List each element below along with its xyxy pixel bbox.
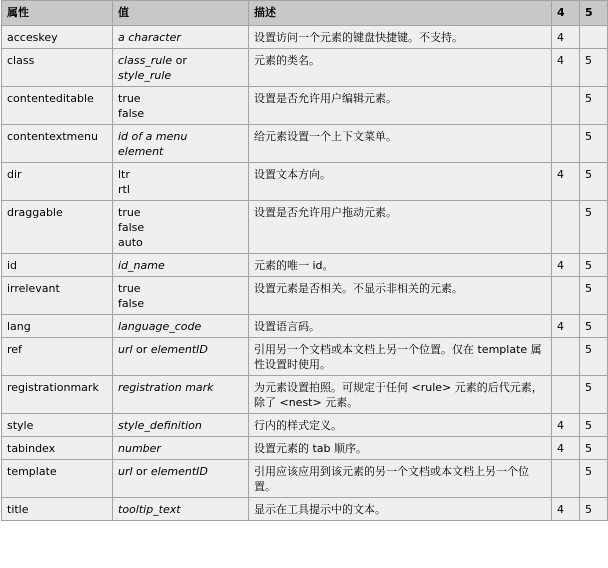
cell-value bbox=[113, 376, 249, 414]
cell-attribute: class bbox=[2, 49, 113, 87]
value-text: true bbox=[118, 282, 141, 295]
cell-attribute: irrelevant bbox=[2, 277, 113, 315]
table-row bbox=[2, 460, 608, 498]
table-row bbox=[2, 437, 608, 460]
value-line bbox=[118, 182, 243, 197]
cell-description: 设置是否允许用户编辑元素。 bbox=[249, 87, 552, 125]
cell-attribute: draggable bbox=[2, 201, 113, 254]
value-text: false bbox=[118, 221, 145, 234]
cell-description: 元素的类名。 bbox=[249, 49, 552, 87]
value-line bbox=[118, 319, 243, 334]
value-text: true bbox=[118, 92, 141, 105]
value-text: elementID bbox=[150, 465, 208, 478]
value-text: class_rule bbox=[118, 54, 173, 67]
cell-value bbox=[113, 498, 249, 521]
table-row bbox=[2, 414, 608, 437]
cell-html5: 5 bbox=[580, 437, 608, 460]
header-html4: 4 bbox=[552, 1, 580, 26]
cell-html4: 4 bbox=[552, 49, 580, 87]
value-line bbox=[118, 205, 243, 220]
cell-description: 设置语言码。 bbox=[249, 315, 552, 338]
cell-value bbox=[113, 437, 249, 460]
cell-attribute: ref bbox=[2, 338, 113, 376]
value-line bbox=[118, 68, 243, 83]
table-row bbox=[2, 277, 608, 315]
cell-html5: 5 bbox=[580, 498, 608, 521]
value-text: or bbox=[132, 465, 151, 478]
value-text: url bbox=[118, 343, 133, 356]
table-row bbox=[2, 338, 608, 376]
value-text: style_rule bbox=[118, 69, 172, 82]
table-row bbox=[2, 49, 608, 87]
header-value: 值 bbox=[113, 1, 249, 26]
cell-description: 为元素设置拍照。可规定于任何 <rule> 元素的后代元素，除了 <nest> 元素。 bbox=[249, 376, 552, 414]
cell-html5: 5 bbox=[580, 87, 608, 125]
value-text: style_definition bbox=[118, 419, 202, 432]
cell-description: 设置访问一个元素的键盘快捷键。不支持。 bbox=[249, 26, 552, 49]
cell-html5: 5 bbox=[580, 376, 608, 414]
cell-html4 bbox=[552, 125, 580, 163]
value-text: language_code bbox=[118, 320, 202, 333]
cell-html4: 4 bbox=[552, 414, 580, 437]
cell-value bbox=[113, 277, 249, 315]
cell-value bbox=[113, 26, 249, 49]
table-body bbox=[2, 26, 608, 521]
value-line bbox=[118, 418, 243, 433]
value-text: false bbox=[118, 107, 145, 120]
value-line bbox=[118, 258, 243, 273]
cell-attribute: registrationmark bbox=[2, 376, 113, 414]
cell-attribute: template bbox=[2, 460, 113, 498]
cell-value bbox=[113, 125, 249, 163]
cell-value bbox=[113, 163, 249, 201]
table-row bbox=[2, 26, 608, 49]
cell-html4 bbox=[552, 376, 580, 414]
header-row bbox=[2, 1, 608, 26]
cell-attribute: contentextmenu bbox=[2, 125, 113, 163]
cell-value bbox=[113, 254, 249, 277]
value-text: id of a menu bbox=[118, 130, 188, 143]
value-line bbox=[118, 464, 243, 479]
cell-html5: 5 bbox=[580, 338, 608, 376]
cell-attribute: id bbox=[2, 254, 113, 277]
cell-html5: 5 bbox=[580, 254, 608, 277]
cell-html5: 5 bbox=[580, 277, 608, 315]
table-row bbox=[2, 376, 608, 414]
value-text: auto bbox=[118, 236, 143, 249]
cell-value bbox=[113, 49, 249, 87]
value-line bbox=[118, 106, 243, 121]
cell-html4: 4 bbox=[552, 437, 580, 460]
cell-value bbox=[113, 338, 249, 376]
table-row bbox=[2, 163, 608, 201]
value-line bbox=[118, 129, 243, 144]
cell-description: 给元素设置一个上下文菜单。 bbox=[249, 125, 552, 163]
table-row bbox=[2, 315, 608, 338]
table-row bbox=[2, 201, 608, 254]
value-line bbox=[118, 281, 243, 296]
table-row bbox=[2, 498, 608, 521]
cell-attribute: style bbox=[2, 414, 113, 437]
attributes-table bbox=[1, 0, 608, 521]
cell-description: 引用应该应用到该元素的另一个文档或本文档上另一个位置。 bbox=[249, 460, 552, 498]
cell-description: 行内的样式定义。 bbox=[249, 414, 552, 437]
header-html5: 5 bbox=[580, 1, 608, 26]
cell-html4: 4 bbox=[552, 254, 580, 277]
cell-description: 设置元素的 tab 顺序。 bbox=[249, 437, 552, 460]
cell-html4: 4 bbox=[552, 498, 580, 521]
cell-html4: 4 bbox=[552, 315, 580, 338]
cell-html5: 5 bbox=[580, 49, 608, 87]
cell-html4: 4 bbox=[552, 26, 580, 49]
value-line bbox=[118, 144, 243, 159]
cell-html4 bbox=[552, 460, 580, 498]
value-line bbox=[118, 342, 243, 357]
value-text: false bbox=[118, 297, 145, 310]
table-row bbox=[2, 254, 608, 277]
cell-attribute: lang bbox=[2, 315, 113, 338]
cell-value bbox=[113, 315, 249, 338]
value-text: element bbox=[118, 145, 164, 158]
value-text: or bbox=[132, 343, 151, 356]
cell-html4: 4 bbox=[552, 163, 580, 201]
value-line bbox=[118, 441, 243, 456]
cell-description: 设置是否允许用户拖动元素。 bbox=[249, 201, 552, 254]
cell-html5: 5 bbox=[580, 125, 608, 163]
cell-attribute: tabindex bbox=[2, 437, 113, 460]
cell-attribute: title bbox=[2, 498, 113, 521]
value-line bbox=[118, 380, 243, 395]
value-line bbox=[118, 235, 243, 250]
cell-description: 显示在工具提示中的文本。 bbox=[249, 498, 552, 521]
value-line bbox=[118, 296, 243, 311]
cell-html4 bbox=[552, 277, 580, 315]
cell-attribute: acceskey bbox=[2, 26, 113, 49]
table-row bbox=[2, 125, 608, 163]
value-text: id_name bbox=[118, 259, 165, 272]
value-line bbox=[118, 91, 243, 106]
cell-html5: 5 bbox=[580, 163, 608, 201]
value-line bbox=[118, 167, 243, 182]
value-text: ltr bbox=[118, 168, 130, 181]
cell-value bbox=[113, 87, 249, 125]
value-text: rtl bbox=[118, 183, 130, 196]
cell-value bbox=[113, 414, 249, 437]
cell-html4 bbox=[552, 201, 580, 254]
value-text: registration mark bbox=[118, 381, 214, 394]
value-text: true bbox=[118, 206, 141, 219]
value-line bbox=[118, 30, 243, 45]
value-text: elementID bbox=[150, 343, 208, 356]
cell-value bbox=[113, 460, 249, 498]
table-row bbox=[2, 87, 608, 125]
cell-value bbox=[113, 201, 249, 254]
value-text: url bbox=[118, 465, 133, 478]
cell-attribute: contenteditable bbox=[2, 87, 113, 125]
cell-attribute: dir bbox=[2, 163, 113, 201]
cell-description: 引用另一个文档或本文档上另一个位置。仅在 template 属性设置时使用。 bbox=[249, 338, 552, 376]
cell-html4 bbox=[552, 87, 580, 125]
cell-html5: 5 bbox=[580, 414, 608, 437]
value-text: number bbox=[118, 442, 161, 455]
cell-html5: 5 bbox=[580, 315, 608, 338]
cell-html5: 5 bbox=[580, 201, 608, 254]
value-text: tooltip_text bbox=[118, 503, 181, 516]
cell-html5 bbox=[580, 26, 608, 49]
value-text: a character bbox=[118, 31, 181, 44]
value-line bbox=[118, 502, 243, 517]
header-attr: 属性 bbox=[2, 1, 113, 26]
cell-description: 设置元素是否相关。不显示非相关的元素。 bbox=[249, 277, 552, 315]
cell-description: 设置文本方向。 bbox=[249, 163, 552, 201]
value-text: or bbox=[172, 54, 187, 67]
value-line bbox=[118, 53, 243, 68]
cell-description: 元素的唯一 id。 bbox=[249, 254, 552, 277]
header-desc: 描述 bbox=[249, 1, 552, 26]
cell-html4 bbox=[552, 338, 580, 376]
value-line bbox=[118, 220, 243, 235]
cell-html5: 5 bbox=[580, 460, 608, 498]
